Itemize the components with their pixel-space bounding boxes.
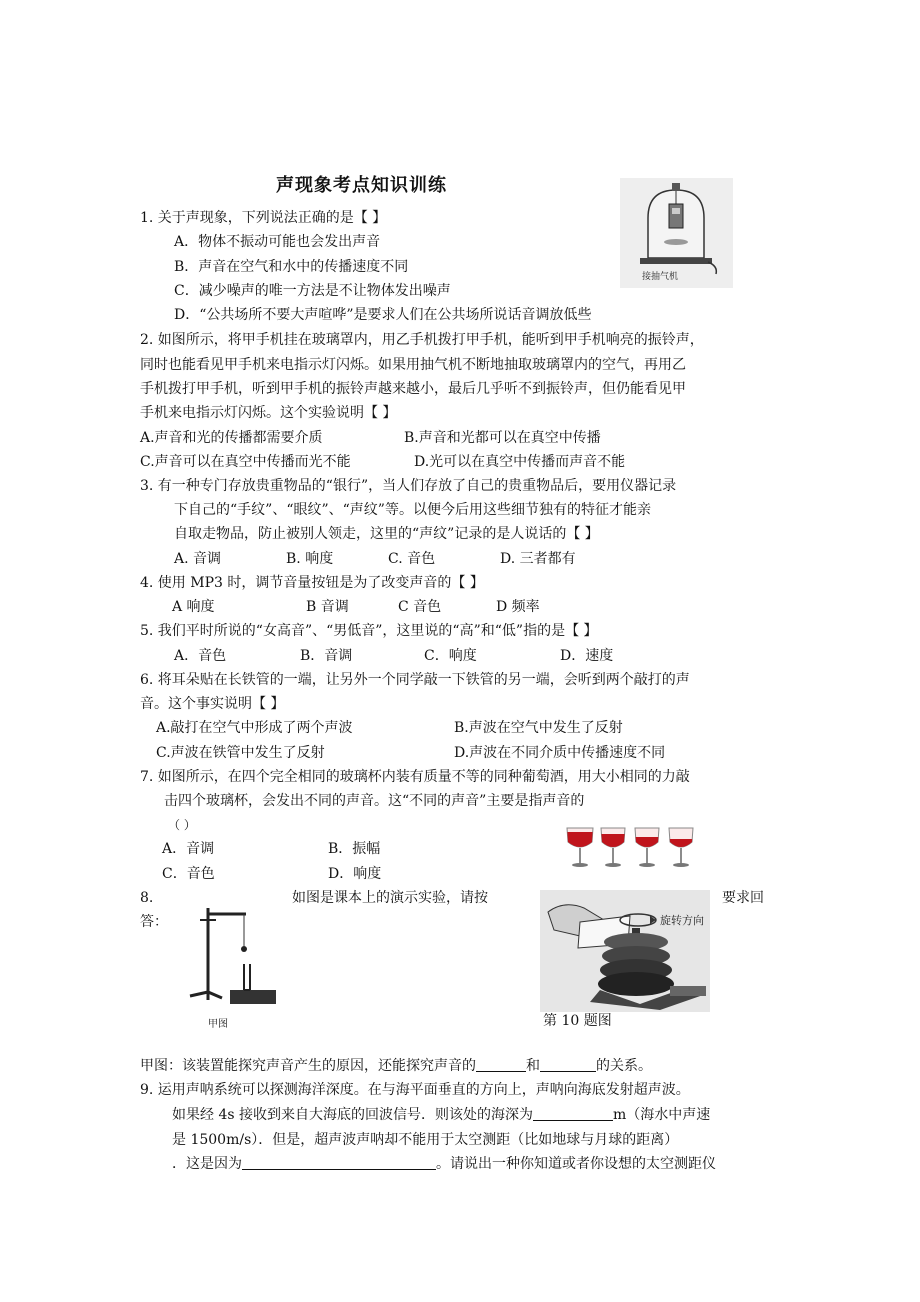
q2-option-a: A.声音和光的传播都需要介质 (140, 430, 323, 446)
q7-paren: （ ） (168, 818, 196, 832)
q4-stem: 4. 使用 MP3 时，调节音量按钮是为了改变声音的【 】 (140, 575, 484, 591)
q9-line4-b: 。请说出一种你知道或者你设想的太空测距仪 (436, 1156, 716, 1172)
q9-line1: 9. 运用声呐系统可以探测海洋深度。在与海平面垂直的方向上，声呐向海底发射超声波。 (140, 1082, 690, 1098)
q5-option-d: D．速度 (560, 648, 614, 664)
tuning-fork-caption: 甲图 (208, 1019, 228, 1030)
q9-blank-depth[interactable] (533, 1106, 613, 1121)
q6-line1: 6. 将耳朵贴在长铁管的一端，让另外一个同学敲一下铁管的另一端，会听到两个敲打的声 (140, 672, 690, 688)
bell-jar-figure (620, 178, 733, 288)
q1-option-d: D．“公共场所不要大声喧哗”是要求人们在公共场所说话音调放低些 (174, 307, 592, 323)
q2-line2: 同时也能看见甲手机来电指示灯闪烁。如果用抽气机不断地抽取玻璃罩内的空气，再用乙 (140, 357, 686, 373)
q8-fill-b: 和 (526, 1058, 540, 1074)
q2-option-c: C.声音可以在真空中传播而光不能 (140, 454, 351, 470)
wine-glasses-figure (565, 826, 697, 870)
q9-line2 (172, 1105, 710, 1125)
q7-option-a: A．音调 (162, 841, 215, 857)
q3-option-a: A. 音调 (174, 551, 222, 567)
q8-text-c: 答： (140, 914, 168, 930)
q8-fill-line (140, 1056, 652, 1076)
gear-card-figure (540, 890, 710, 1012)
q4-option-a: A 响度 (172, 599, 215, 615)
q4-option-c: C 音色 (398, 599, 442, 615)
q7-line1: 7. 如图所示，在四个完全相同的玻璃杯内装有质量不等的同种葡萄酒，用大小相同的力敲 (140, 769, 690, 785)
q2-line4: 手机来电指示灯闪烁。这个实验说明【 】 (140, 405, 397, 421)
q9-line3: 是 1500m/s）．但是，超声波声呐却不能用于太空测距（比如地球与月球的距离） (172, 1132, 679, 1148)
q2-option-b: B.声音和光都可以在真空中传播 (404, 430, 601, 446)
q8-text-b: 要求回 (722, 890, 764, 906)
q3-option-b: B. 响度 (286, 551, 334, 567)
q4-option-d: D 频率 (496, 599, 540, 615)
q3-option-c: C. 音色 (388, 551, 436, 567)
q2-line1: 2. 如图所示，将甲手机挂在玻璃罩内，用乙手机拨打甲手机，能听到甲手机响亮的振铃声， (140, 332, 704, 348)
q8-fill-a: 甲图：该装置能探究声音产生的原因，还能探究声音的 (140, 1058, 476, 1074)
q3-option-d: D. 三者都有 (500, 551, 576, 567)
q1-option-a: A．物体不振动可能也会发出声音 (174, 234, 381, 250)
q9-line2-b: m（海水中声速 (613, 1107, 711, 1123)
page-title: 声现象考点知识训练 (276, 175, 447, 196)
wine-glass-1 (567, 828, 593, 867)
q8-text-a: 如图是课本上的演示实验，请按 (292, 890, 488, 906)
q5-option-a: A．音色 (174, 648, 227, 664)
q6-option-a: A.敲打在空气中形成了两个声波 (156, 720, 353, 736)
q6-option-d: D.声波在不同介质中传播速度不同 (454, 745, 666, 761)
tuning-fork-figure (186, 904, 282, 1008)
q8-number: 8. (140, 890, 154, 906)
bell-jar-label: 接抽气机 (642, 272, 679, 282)
q4-option-b: B 音调 (306, 599, 349, 615)
q6-option-b: B.声波在空气中发生了反射 (454, 720, 623, 736)
q1-option-c: C．减少噪声的唯一方法是不让物体发出噪声 (174, 283, 451, 299)
q1-stem: 1. 关于声现象，下列说法正确的是【 】 (140, 210, 387, 226)
q5-stem: 5. 我们平时所说的“女高音”、“男低音”，这里说的“高”和“低”指的是【 】 (140, 623, 598, 639)
q9-line4 (172, 1154, 716, 1174)
q1-option-b: B．声音在空气和水中的传播速度不同 (174, 259, 409, 275)
q5-option-b: B．音调 (300, 648, 353, 664)
wine-glass-2 (601, 828, 625, 867)
q3-line1: 3. 有一种专门存放贵重物品的“银行”，当人们存放了自己的贵重物品后，要用仪器记录 (140, 478, 677, 494)
q7-line2: 击四个玻璃杯，会发出不同的声音。这“不同的声音”主要是指声音的 (164, 793, 585, 809)
q7-option-b: B．振幅 (328, 841, 381, 857)
gear-figure-caption: 第 10 题图 (543, 1013, 612, 1029)
q9-line4-a: ．这是因为 (172, 1156, 242, 1172)
q3-line2: 下自己的“手纹”、“眼纹”、“声纹”等。以便今后用这些细节独有的特征才能亲 (174, 502, 651, 518)
wine-glass-3 (635, 828, 659, 867)
q3-line3: 自取走物品，防止被别人领走，这里的“声纹”记录的是人说话的【 】 (174, 526, 599, 542)
q2-line3: 手机拨打甲手机，听到甲手机的振铃声越来越小，最后几乎听不到振铃声，但仍能看见甲 (140, 381, 686, 397)
q9-blank-reason[interactable] (242, 1155, 436, 1170)
wine-glass-4 (669, 828, 693, 867)
rotation-direction-label: 旋转方向 (660, 914, 704, 927)
q6-line2: 音。这个事实说明【 】 (140, 696, 285, 712)
q6-option-c: C.声波在铁管中发生了反射 (156, 745, 325, 761)
q2-option-d: D.光可以在真空中传播而声音不能 (414, 454, 626, 470)
q5-option-c: C．响度 (424, 648, 477, 664)
q8-blank-2[interactable] (540, 1057, 596, 1072)
q8-blank-1[interactable] (476, 1057, 526, 1072)
q7-option-d: D．响度 (328, 866, 382, 882)
q9-line2-a: 如果经 4s 接收到来自大海底的回波信号．则该处的海深为 (172, 1107, 533, 1123)
q7-option-c: C．音色 (162, 866, 215, 882)
q8-fill-c: 的关系。 (596, 1058, 652, 1074)
